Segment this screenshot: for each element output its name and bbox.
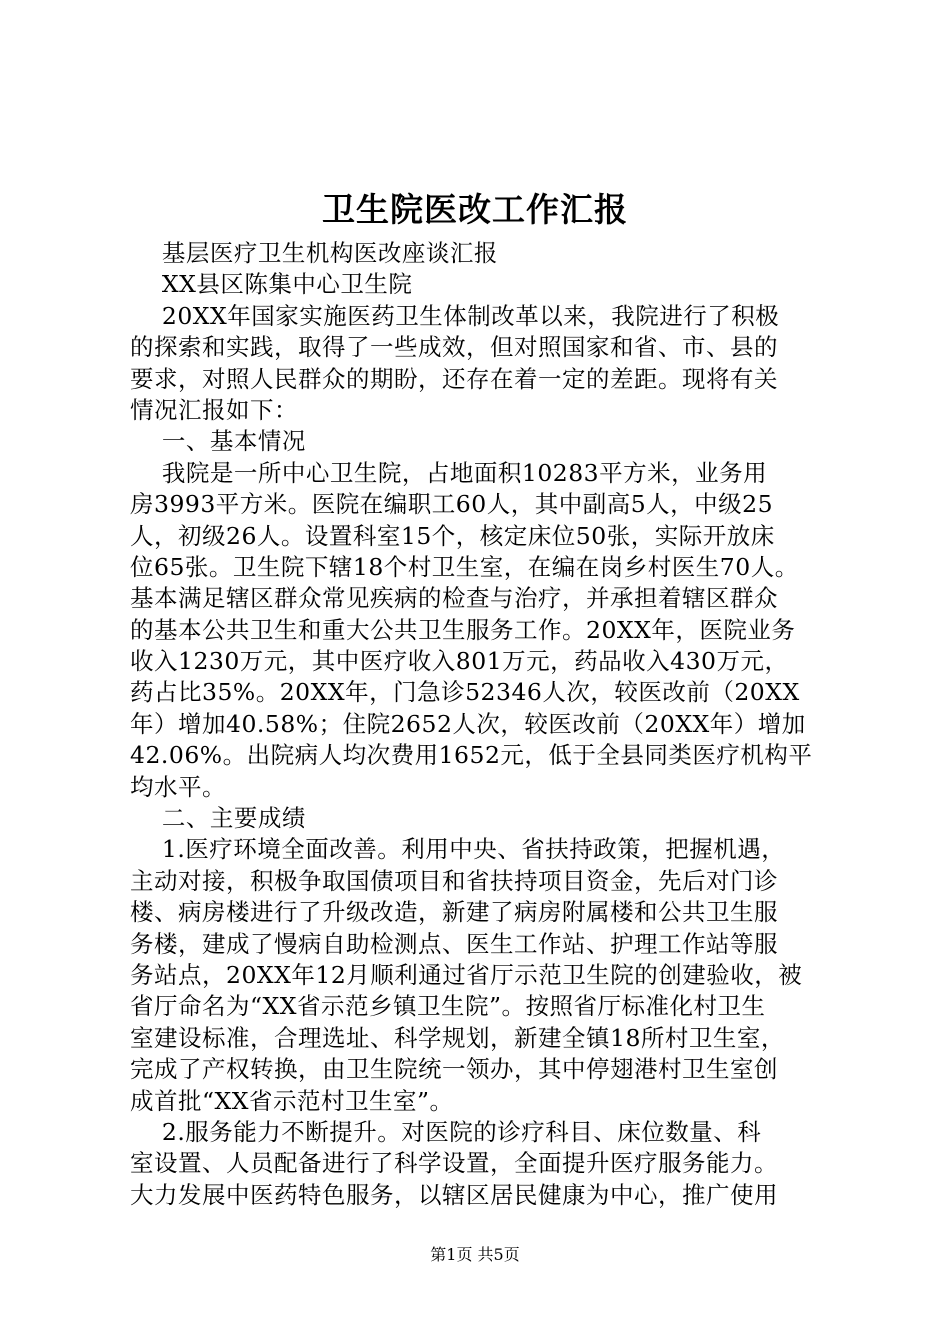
text-line: 务站点，20XX年12月顺利通过省厅示范卫生院的创建验收，被 [130, 960, 803, 989]
document-body [130, 238, 832, 1211]
text-line: 1.医疗环境全面改善。利用中央、省扶持政策，把握机遇， [130, 835, 786, 864]
text-line: 均水平。 [130, 772, 226, 801]
text-line: 我院是一所中心卫生院，占地面积10283平方米，业务用 [130, 458, 768, 487]
text-line: 务楼，建成了慢病自助检测点、医生工作站、护理工作站等服 [130, 929, 778, 958]
text-line: 位65张。卫生院下辖18个村卫生室，在编在岗乡村医生70人。 [130, 552, 799, 581]
text-line: 的基本公共卫生和重大公共卫生服务工作。20XX年，医院业务 [130, 615, 796, 644]
text-line: 人，初级26人。设置科室15个，核定床位50张，实际开放床 [130, 521, 775, 550]
text-line: 大力发展中医药特色服务，以辖区居民健康为中心，推广使用 [130, 1180, 778, 1209]
text-line: 成首批“XX省示范村卫生室”。 [130, 1086, 454, 1115]
text-line: 基层医疗卫生机构医改座谈汇报 [130, 239, 498, 267]
document-title: 卫生院医改工作汇报 [322, 190, 628, 229]
text-line: 42.06%。出院病人均次费用1652元，低于全县同类医疗机构平 [130, 741, 813, 770]
text-line: 药占比35%。20XX年，门急诊52346人次，较医改前（20XX [130, 678, 800, 707]
text-line: 室建设标准，合理选址、科学规划，新建全镇18所村卫生室， [130, 1023, 785, 1052]
text-line: 的探索和实践，取得了一些成效，但对照国家和省、市、县的 [130, 333, 778, 362]
text-line: 省厅命名为“XX省示范乡镇卫生院”。按照省厅标准化村卫生 [130, 992, 766, 1021]
text-line: 二、主要成绩 [130, 804, 306, 833]
text-line: 一、基本情况 [130, 427, 306, 456]
text-line: 楼、病房楼进行了升级改造，新建了病房附属楼和公共卫生服 [130, 898, 778, 927]
page-footer: 第1页 共5页 [430, 1245, 520, 1264]
text-line: 2.服务能力不断提升。对医院的诊疗科目、床位数量、科 [130, 1117, 762, 1146]
text-line: 基本满足辖区群众常见疾病的检查与治疗，并承担着辖区群众 [130, 584, 778, 613]
text-line: XX县区陈集中心卫生院 [130, 270, 413, 299]
text-line: 20XX年国家实施医药卫生体制改革以来，我院进行了积极 [130, 301, 780, 330]
text-line: 年）增加40.58%；住院2652人次，较医改前（20XX年）增加 [130, 709, 806, 738]
text-line: 情况汇报如下： [130, 395, 298, 424]
text-line: 完成了产权转换，由卫生院统一领办，其中停翅港村卫生室创 [130, 1055, 778, 1084]
text-line: 主动对接，积极争取国债项目和省扶持项目资金，先后对门诊 [130, 866, 778, 895]
text-line: 房3993平方米。医院在编职工60人，其中副高5人，中级25 [130, 490, 774, 519]
text-line: 要求，对照人民群众的期盼，还存在着一定的差距。现将有关 [130, 364, 778, 393]
text-line: 收入1230万元，其中医疗收入801万元，药品收入430万元， [130, 647, 789, 676]
text-line: 室设置、人员配备进行了科学设置，全面提升医疗服务能力。 [130, 1149, 778, 1178]
